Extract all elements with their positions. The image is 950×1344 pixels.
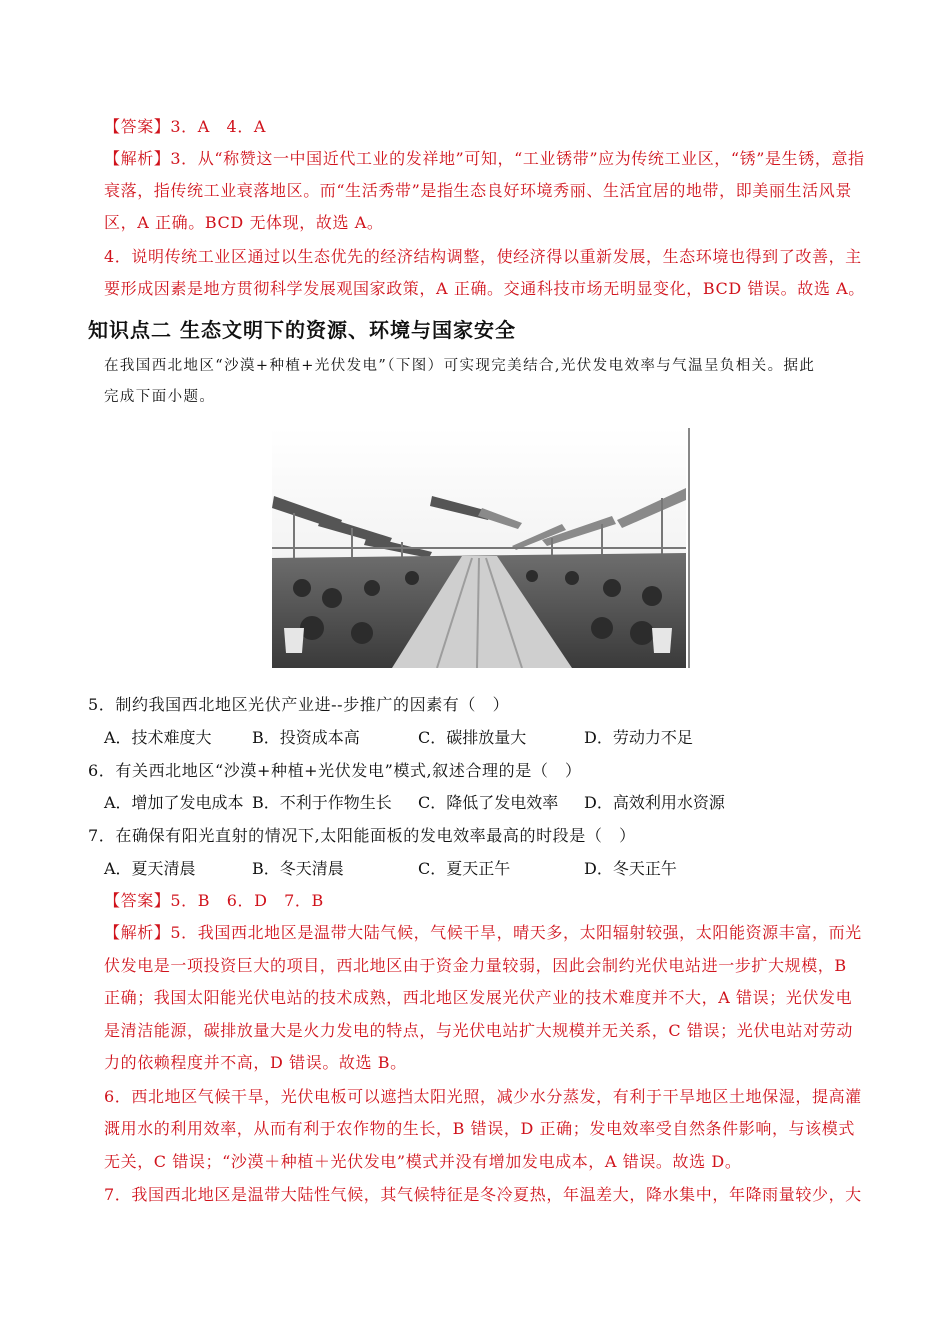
- analysis-line: 力的依赖程度并不高，D 错误。故选 B。: [104, 1053, 407, 1072]
- option-c[interactable]: C．碳排放量大: [418, 728, 527, 747]
- option-a[interactable]: A．增加了发电成本: [104, 793, 244, 812]
- analysis-line: 衰落，指传统工业衰落地区。而“生活秀带”是指生态良好环境秀丽、生活宜居的地带，即美丽生活风景: [104, 181, 852, 200]
- solar-farm-illustration: [272, 428, 686, 668]
- option-c[interactable]: C．降低了发电效率: [418, 793, 559, 812]
- analysis-line: 4．说明传统工业区通过以生态优先的经济结构调整，使经济得以重新发展，生态环境也得到了改善，主: [104, 247, 862, 266]
- option-d[interactable]: D．高效利用水资源: [584, 793, 725, 812]
- solar-farm-photo: [272, 428, 690, 668]
- option-b[interactable]: B．不利于作物生长: [252, 793, 392, 812]
- answer-3-4: 【答案】3．A 4．A: [104, 117, 267, 136]
- analysis-line: 是清洁能源，碳排放量大是火力发电的特点，与光伏电站扩大规模并无关系，C 错误；光伏电站对劳动: [104, 1021, 853, 1040]
- option-b[interactable]: B．冬天清晨: [252, 859, 344, 878]
- option-d[interactable]: D．劳动力不足: [584, 728, 693, 747]
- analysis-line: 伏发电是一项投资巨大的项目，西北地区由于资金力量较弱，因此会制约光伏电站进一步扩大规模，B: [104, 956, 847, 975]
- intro-line: 完成下面小题。: [104, 389, 216, 405]
- analysis-line: 无关，C 错误；“沙漠＋种植＋光伏发电”模式并没有增加发电成本，A 错误。故选 D。: [104, 1152, 742, 1171]
- answer-5-7: 【答案】5．B 6．D 7．B: [104, 891, 324, 910]
- analysis-line: 溉用水的利用效率，从而有利于农作物的生长，B 错误，D 正确；发电效率受自然条件影响，与该模式: [104, 1119, 855, 1138]
- question-6-stem: 6．有关西北地区“沙漠+种植+光伏发电”模式,叙述合理的是（ ）: [88, 761, 582, 780]
- intro-line: 在我国西北地区“沙漠+种植+光伏发电”（下图）可实现完美结合,光伏发电效率与气温呈负相关。据此: [104, 358, 816, 374]
- option-b[interactable]: B．投资成本高: [252, 728, 360, 747]
- analysis-line: 【解析】5．我国西北地区是温带大陆气候，气候干旱，晴天多，太阳辐射较强，太阳能资源丰富，而光: [104, 923, 862, 942]
- option-a[interactable]: A．夏天清晨: [104, 859, 196, 878]
- analysis-line: 区，A 正确。BCD 无体现，故选 A。: [104, 213, 384, 232]
- analysis-line: 要形成因素是地方贯彻科学发展观国家政策，A 正确。交通科技市场无明显变化，BCD 错误。故选 A。: [104, 279, 865, 298]
- option-c[interactable]: C．夏天正午: [418, 859, 511, 878]
- option-d[interactable]: D．冬天正午: [584, 859, 677, 878]
- question-5-stem: 5．制约我国西北地区光伏产业进--步推广的因素有（ ）: [88, 695, 510, 714]
- section-title: 知识点二 生态文明下的资源、环境与国家安全: [88, 318, 516, 342]
- option-a[interactable]: A．技术难度大: [104, 728, 212, 747]
- analysis-line: 正确；我国太阳能光伏电站的技术成熟，西北地区发展光伏产业的技术难度并不大，A 错误；光伏发电: [104, 988, 853, 1007]
- analysis-line: 7．我国西北地区是温带大陆性气候，其气候特征是冬冷夏热，年温差大，降水集中，年降雨量较少，大: [104, 1185, 862, 1204]
- question-7-stem: 7．在确保有阳光直射的情况下,太阳能面板的发电效率最高的时段是（ ）: [88, 826, 636, 845]
- analysis-line: 6．西北地区气候干旱，光伏电板可以遮挡太阳光照，减少水分蒸发，有利于干旱地区土地保湿，提高灌: [104, 1087, 862, 1106]
- analysis-line: 【解析】3．从“称赞这一中国近代工业的发祥地”可知，“工业锈带”应为传统工业区，“锈”是生锈，意指: [104, 149, 865, 168]
